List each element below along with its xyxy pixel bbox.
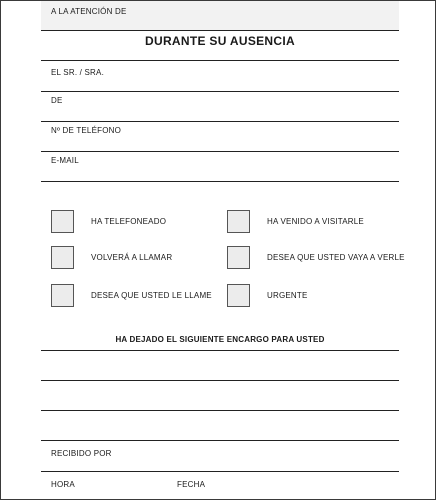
email-field[interactable] bbox=[41, 152, 399, 182]
wants-visit-checkbox[interactable] bbox=[227, 246, 250, 269]
will-call-checkbox[interactable] bbox=[51, 246, 74, 269]
form-title: DURANTE SU AUSENCIA bbox=[145, 34, 295, 48]
wants-visit-label: DESEA QUE USTED VAYA A VERLE bbox=[267, 253, 405, 262]
from-field[interactable] bbox=[41, 92, 399, 122]
message-line-1[interactable] bbox=[41, 321, 399, 351]
date-label: FECHA bbox=[177, 480, 206, 489]
phone-field[interactable] bbox=[41, 122, 399, 152]
message-line-3[interactable] bbox=[41, 381, 399, 411]
called-label: HA TELEFONEADO bbox=[91, 217, 167, 226]
name-line bbox=[41, 62, 399, 92]
from-label: DE bbox=[51, 96, 63, 105]
called-checkbox[interactable] bbox=[51, 210, 74, 233]
message-line-4[interactable] bbox=[41, 411, 399, 441]
received-by-label: RECIBIDO POR bbox=[51, 449, 112, 458]
time-label: HORA bbox=[51, 480, 75, 489]
name-label: EL SR. / SRA. bbox=[51, 68, 104, 77]
phone-label: Nº DE TELÉFONO bbox=[51, 126, 122, 135]
name-field[interactable] bbox=[41, 1, 399, 77]
came-label: HA VENIDO A VISITARLE bbox=[267, 217, 364, 226]
came-checkbox[interactable] bbox=[227, 210, 250, 233]
email-label: E-MAIL bbox=[51, 156, 79, 165]
time-date-row bbox=[41, 472, 399, 500]
call-back-checkbox[interactable] bbox=[51, 284, 74, 307]
attention-label: A LA ATENCIÓN DE bbox=[51, 7, 127, 16]
received-by-field[interactable] bbox=[41, 441, 399, 472]
message-line-2[interactable] bbox=[41, 351, 399, 381]
will-call-label: VOLVERÁ A LLAMAR bbox=[91, 253, 173, 262]
call-back-label: DESEA QUE USTED LE LLAME bbox=[91, 291, 212, 300]
urgent-label: URGENTE bbox=[267, 291, 308, 300]
urgent-checkbox[interactable] bbox=[227, 284, 250, 307]
message-heading: HA DEJADO EL SIGUIENTE ENCARGO PARA USTED bbox=[115, 335, 325, 344]
